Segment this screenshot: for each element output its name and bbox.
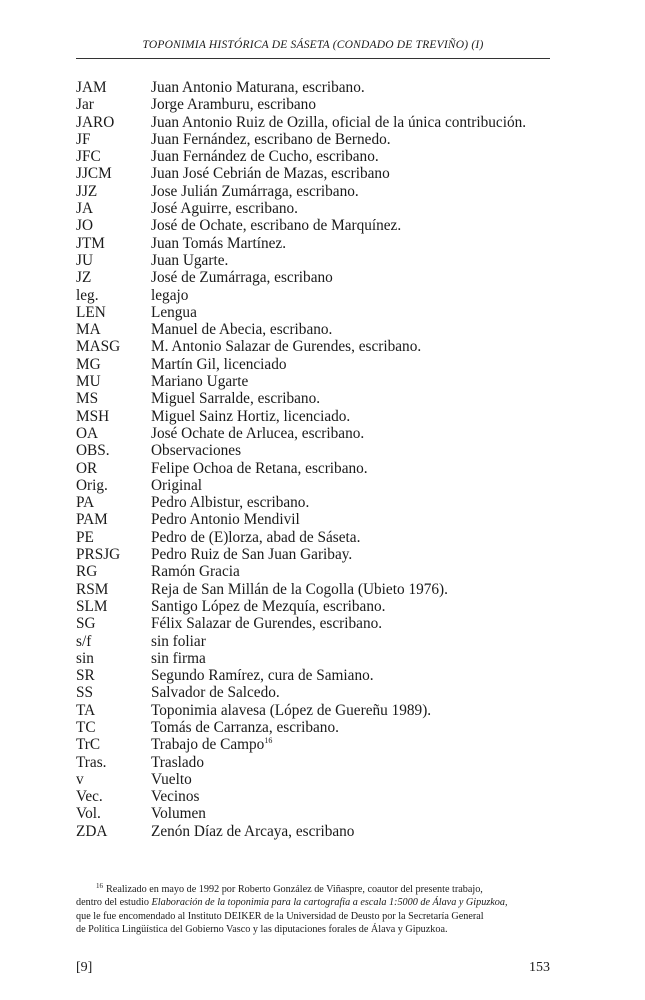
abbreviation-code: MS — [76, 390, 99, 408]
abbreviation-meaning — [151, 373, 556, 390]
abbreviation-code: LEN — [76, 303, 106, 321]
abbreviation-code: PE — [76, 528, 94, 546]
abbreviation-meaning — [151, 754, 556, 771]
abbreviation-meaning-text: Vuelto — [151, 770, 192, 788]
abbreviation-row — [76, 823, 556, 840]
abbreviation-code: MSH — [76, 407, 110, 425]
abbreviation-meaning-text: Reja de San Millán de la Cogolla (Ubieto 1976). — [151, 580, 448, 598]
abbreviation-meaning — [151, 615, 556, 632]
abbreviation-list — [76, 79, 556, 840]
abbreviation-meaning-text: Volumen — [151, 805, 206, 823]
abbreviation-meaning — [151, 321, 556, 338]
abbreviation-meaning-text: Manuel de Abecia, escribano. — [151, 321, 333, 339]
abbreviation-meaning — [151, 736, 556, 753]
abbreviation-row — [76, 235, 556, 252]
abbreviation-row — [76, 217, 556, 234]
abbreviation-meaning — [151, 684, 556, 701]
abbreviation-row — [76, 114, 556, 131]
abbreviation-row — [76, 390, 556, 407]
footnote-line: que le fue encomendado al Instituto DEIKER de la Universidad de Deusto por la Secretaría General — [76, 910, 484, 922]
abbreviation-row — [76, 148, 556, 165]
abbreviation-meaning-text: Pedro Albistur, escribano. — [151, 494, 310, 512]
abbreviation-meaning — [151, 235, 556, 252]
footnote-line: de Política Lingüística del Gobierno Vasco y las diputaciones forales de Álava y Gipuzkoa. — [76, 924, 448, 936]
abbreviation-meaning-text: Zenón Díaz de Arcaya, escribano — [151, 822, 355, 840]
footnote-number: 16 — [96, 881, 103, 890]
abbreviation-code: MG — [76, 355, 101, 373]
abbreviation-meaning — [151, 633, 556, 650]
abbreviation-row — [76, 598, 556, 615]
abbreviation-row — [76, 338, 556, 355]
abbreviation-meaning-text: Miguel Sarralde, escribano. — [151, 390, 321, 408]
abbreviation-meaning — [151, 494, 556, 511]
abbreviation-meaning — [151, 79, 556, 96]
abbreviation-code: JJZ — [76, 182, 98, 200]
abbreviation-row — [76, 287, 556, 304]
abbreviation-code: s/f — [76, 632, 92, 650]
abbreviation-meaning — [151, 702, 556, 719]
abbreviation-code: SR — [76, 667, 95, 685]
abbreviation-row — [76, 269, 556, 286]
abbreviation-row — [76, 546, 556, 563]
abbreviation-code: TrC — [76, 736, 101, 754]
abbreviation-code: PAM — [76, 511, 108, 529]
abbreviation-row — [76, 771, 556, 788]
abbreviation-row — [76, 96, 556, 113]
folio-page-number: 153 — [529, 960, 550, 975]
abbreviation-meaning-text: Juan Tomás Martínez. — [151, 234, 287, 252]
abbreviation-meaning — [151, 338, 556, 355]
footnote-cited-title: Elaboración de la toponimia para la cartografía a escala 1:5000 de Álava y Gipuzkoa, — [151, 897, 508, 909]
abbreviation-code: JU — [76, 251, 93, 269]
abbreviation-meaning — [151, 477, 556, 494]
abbreviation-code: OBS. — [76, 442, 110, 460]
footnote-reference: 16 — [264, 736, 273, 746]
abbreviation-meaning-text: M. Antonio Salazar de Gurendes, escribano. — [151, 338, 422, 356]
abbreviation-meaning — [151, 771, 556, 788]
abbreviation-row — [76, 754, 556, 771]
abbreviation-row — [76, 304, 556, 321]
abbreviation-meaning-text: Juan Ugarte. — [151, 251, 229, 269]
abbreviation-row — [76, 494, 556, 511]
abbreviation-row — [76, 477, 556, 494]
abbreviation-code: leg. — [76, 286, 99, 304]
abbreviation-meaning-text: Original — [151, 476, 202, 494]
abbreviation-row — [76, 633, 556, 650]
running-head: TOPONIMIA HISTÓRICA DE SÁSETA (CONDADO DE TREVIÑO) (I) — [142, 39, 484, 51]
footnote-text: dentro del estudio — [76, 897, 152, 909]
abbreviation-code: ZDA — [76, 822, 108, 840]
abbreviation-row — [76, 650, 556, 667]
abbreviation-meaning-text: Juan José Cebrián de Mazas, escribano — [151, 165, 390, 183]
abbreviation-meaning-text: Felipe Ochoa de Retana, escribano. — [151, 459, 368, 477]
abbreviation-meaning-text: Pedro Antonio Mendivil — [151, 511, 300, 529]
abbreviation-row — [76, 460, 556, 477]
abbreviation-meaning — [151, 131, 556, 148]
abbreviation-meaning-text: Juan Antonio Ruiz de Ozilla, oficial de la única contribución. — [151, 113, 527, 131]
footnote-line — [76, 896, 550, 909]
abbreviation-code: PRSJG — [76, 546, 121, 564]
abbreviation-code: MU — [76, 373, 101, 391]
abbreviation-meaning-text: José de Zumárraga, escribano — [151, 269, 333, 287]
abbreviation-meaning-text: Jorge Aramburu, escribano — [151, 96, 316, 114]
abbreviation-meaning — [151, 217, 556, 234]
abbreviation-row — [76, 788, 556, 805]
abbreviation-row — [76, 442, 556, 459]
abbreviation-row — [76, 581, 556, 598]
abbreviation-meaning — [151, 287, 556, 304]
abbreviation-meaning — [151, 667, 556, 684]
abbreviation-row — [76, 79, 556, 96]
abbreviation-row — [76, 356, 556, 373]
abbreviation-meaning-text: Jose Julián Zumárraga, escribano. — [151, 182, 359, 200]
abbreviation-code: JJCM — [76, 165, 112, 183]
abbreviation-meaning — [151, 183, 556, 200]
abbreviation-meaning — [151, 356, 556, 373]
abbreviation-meaning — [151, 425, 556, 442]
abbreviation-code: TC — [76, 718, 96, 736]
header-rule — [76, 58, 550, 59]
abbreviation-meaning-text: Observaciones — [151, 442, 242, 460]
abbreviation-meaning — [151, 148, 556, 165]
abbreviation-meaning-text: Toponimia alavesa (López de Guereñu 1989). — [151, 701, 432, 719]
abbreviation-code: JTM — [76, 234, 105, 252]
abbreviation-code: TA — [76, 701, 96, 719]
abbreviation-meaning-text: Trabajo de Campo — [151, 736, 265, 754]
abbreviation-meaning — [151, 563, 556, 580]
abbreviation-code: Jar — [76, 96, 94, 114]
abbreviation-code: JARO — [76, 113, 115, 131]
abbreviation-code: JFC — [76, 148, 101, 166]
abbreviation-code: Vec. — [76, 788, 103, 806]
abbreviation-meaning-text: Santigo López de Mezquía, escribano. — [151, 597, 386, 615]
abbreviation-meaning — [151, 200, 556, 217]
abbreviation-row — [76, 252, 556, 269]
abbreviation-meaning-text: Félix Salazar de Gurendes, escribano. — [151, 615, 383, 633]
abbreviation-meaning — [151, 788, 556, 805]
abbreviation-code: OA — [76, 424, 99, 442]
abbreviation-meaning — [151, 269, 556, 286]
abbreviation-meaning — [151, 719, 556, 736]
abbreviation-meaning-text: legajo — [151, 286, 189, 304]
abbreviation-meaning — [151, 823, 556, 840]
abbreviation-meaning-text: sin firma — [151, 649, 206, 667]
abbreviation-meaning — [151, 165, 556, 182]
abbreviation-code: RSM — [76, 580, 109, 598]
abbreviation-code: PA — [76, 494, 95, 512]
abbreviation-meaning — [151, 598, 556, 615]
abbreviation-meaning — [151, 529, 556, 546]
abbreviation-meaning-text: José Ochate de Arlucea, escribano. — [151, 424, 365, 442]
abbreviation-meaning — [151, 546, 556, 563]
abbreviation-meaning-text: Miguel Sainz Hortiz, licenciado. — [151, 407, 351, 425]
abbreviation-row — [76, 165, 556, 182]
abbreviation-meaning-text: Martín Gil, licenciado — [151, 355, 287, 373]
abbreviation-row — [76, 321, 556, 338]
abbreviation-code: SS — [76, 684, 94, 702]
abbreviation-meaning — [151, 390, 556, 407]
abbreviation-meaning-text: Juan Fernández de Cucho, escribano. — [151, 148, 379, 166]
abbreviation-meaning-text: Pedro Ruiz de San Juan Garibay. — [151, 546, 353, 564]
abbreviation-row — [76, 719, 556, 736]
abbreviation-code: JO — [76, 217, 93, 235]
abbreviation-meaning-text: Mariano Ugarte — [151, 373, 249, 391]
abbreviation-code: JZ — [76, 269, 92, 287]
abbreviation-row — [76, 667, 556, 684]
abbreviation-meaning — [151, 304, 556, 321]
footnote-line — [76, 883, 550, 896]
abbreviation-meaning-text: José Aguirre, escribano. — [151, 200, 298, 218]
abbreviation-code: Vol. — [76, 805, 101, 823]
abbreviation-meaning — [151, 805, 556, 822]
abbreviation-meaning-text: José de Ochate, escribano de Marquínez. — [151, 217, 402, 235]
abbreviation-meaning-text: Tomás de Carranza, escribano. — [151, 718, 339, 736]
abbreviation-meaning — [151, 511, 556, 528]
abbreviation-meaning-text: Lengua — [151, 303, 197, 321]
abbreviation-code: OR — [76, 459, 98, 477]
abbreviation-code: SLM — [76, 597, 108, 615]
abbreviation-meaning — [151, 650, 556, 667]
footnote — [76, 883, 550, 937]
abbreviation-meaning-text: Juan Fernández, escribano de Bernedo. — [151, 130, 391, 148]
abbreviation-meaning-text: Juan Antonio Maturana, escribano. — [151, 79, 365, 96]
abbreviation-meaning-text: Ramón Gracia — [151, 563, 240, 581]
abbreviation-meaning — [151, 96, 556, 113]
abbreviation-row — [76, 563, 556, 580]
abbreviation-meaning — [151, 252, 556, 269]
abbreviation-row — [76, 529, 556, 546]
folio-section-number: [9] — [76, 960, 93, 975]
abbreviation-code: JF — [76, 130, 91, 148]
abbreviation-row — [76, 702, 556, 719]
abbreviation-code: JAM — [76, 79, 107, 96]
abbreviation-meaning-text: sin foliar — [151, 632, 206, 650]
abbreviation-code: v — [76, 770, 84, 788]
abbreviation-row — [76, 684, 556, 701]
abbreviation-meaning — [151, 442, 556, 459]
abbreviation-meaning-text: Segundo Ramírez, cura de Samiano. — [151, 667, 374, 685]
abbreviation-meaning-text: Traslado — [151, 753, 204, 771]
abbreviation-meaning — [151, 581, 556, 598]
abbreviation-row — [76, 200, 556, 217]
abbreviation-meaning-text: Vecinos — [151, 788, 200, 806]
abbreviation-meaning-text: Salvador de Salcedo. — [151, 684, 280, 702]
abbreviation-row — [76, 615, 556, 632]
abbreviation-row — [76, 183, 556, 200]
abbreviation-code: sin — [76, 649, 94, 667]
abbreviation-code: Tras. — [76, 753, 107, 771]
abbreviation-row — [76, 511, 556, 528]
footnote-text: Realizado en mayo de 1992 por Roberto González de Viñaspre, coautor del presente trabajo, — [106, 884, 483, 895]
abbreviation-code: SG — [76, 615, 96, 633]
abbreviation-code: MA — [76, 321, 101, 339]
abbreviation-row — [76, 131, 556, 148]
abbreviation-code: RG — [76, 563, 98, 581]
abbreviation-row — [76, 425, 556, 442]
abbreviation-meaning — [151, 460, 556, 477]
abbreviation-row — [76, 805, 556, 822]
abbreviation-code: Orig. — [76, 476, 108, 494]
abbreviation-code: MASG — [76, 338, 121, 356]
abbreviation-row — [76, 373, 556, 390]
abbreviation-meaning — [151, 408, 556, 425]
abbreviation-code: JA — [76, 200, 93, 218]
abbreviation-meaning-text: Pedro de (E)lorza, abad de Sáseta. — [151, 528, 361, 546]
abbreviation-meaning — [151, 114, 556, 131]
abbreviation-row — [76, 736, 556, 753]
abbreviation-row — [76, 408, 556, 425]
